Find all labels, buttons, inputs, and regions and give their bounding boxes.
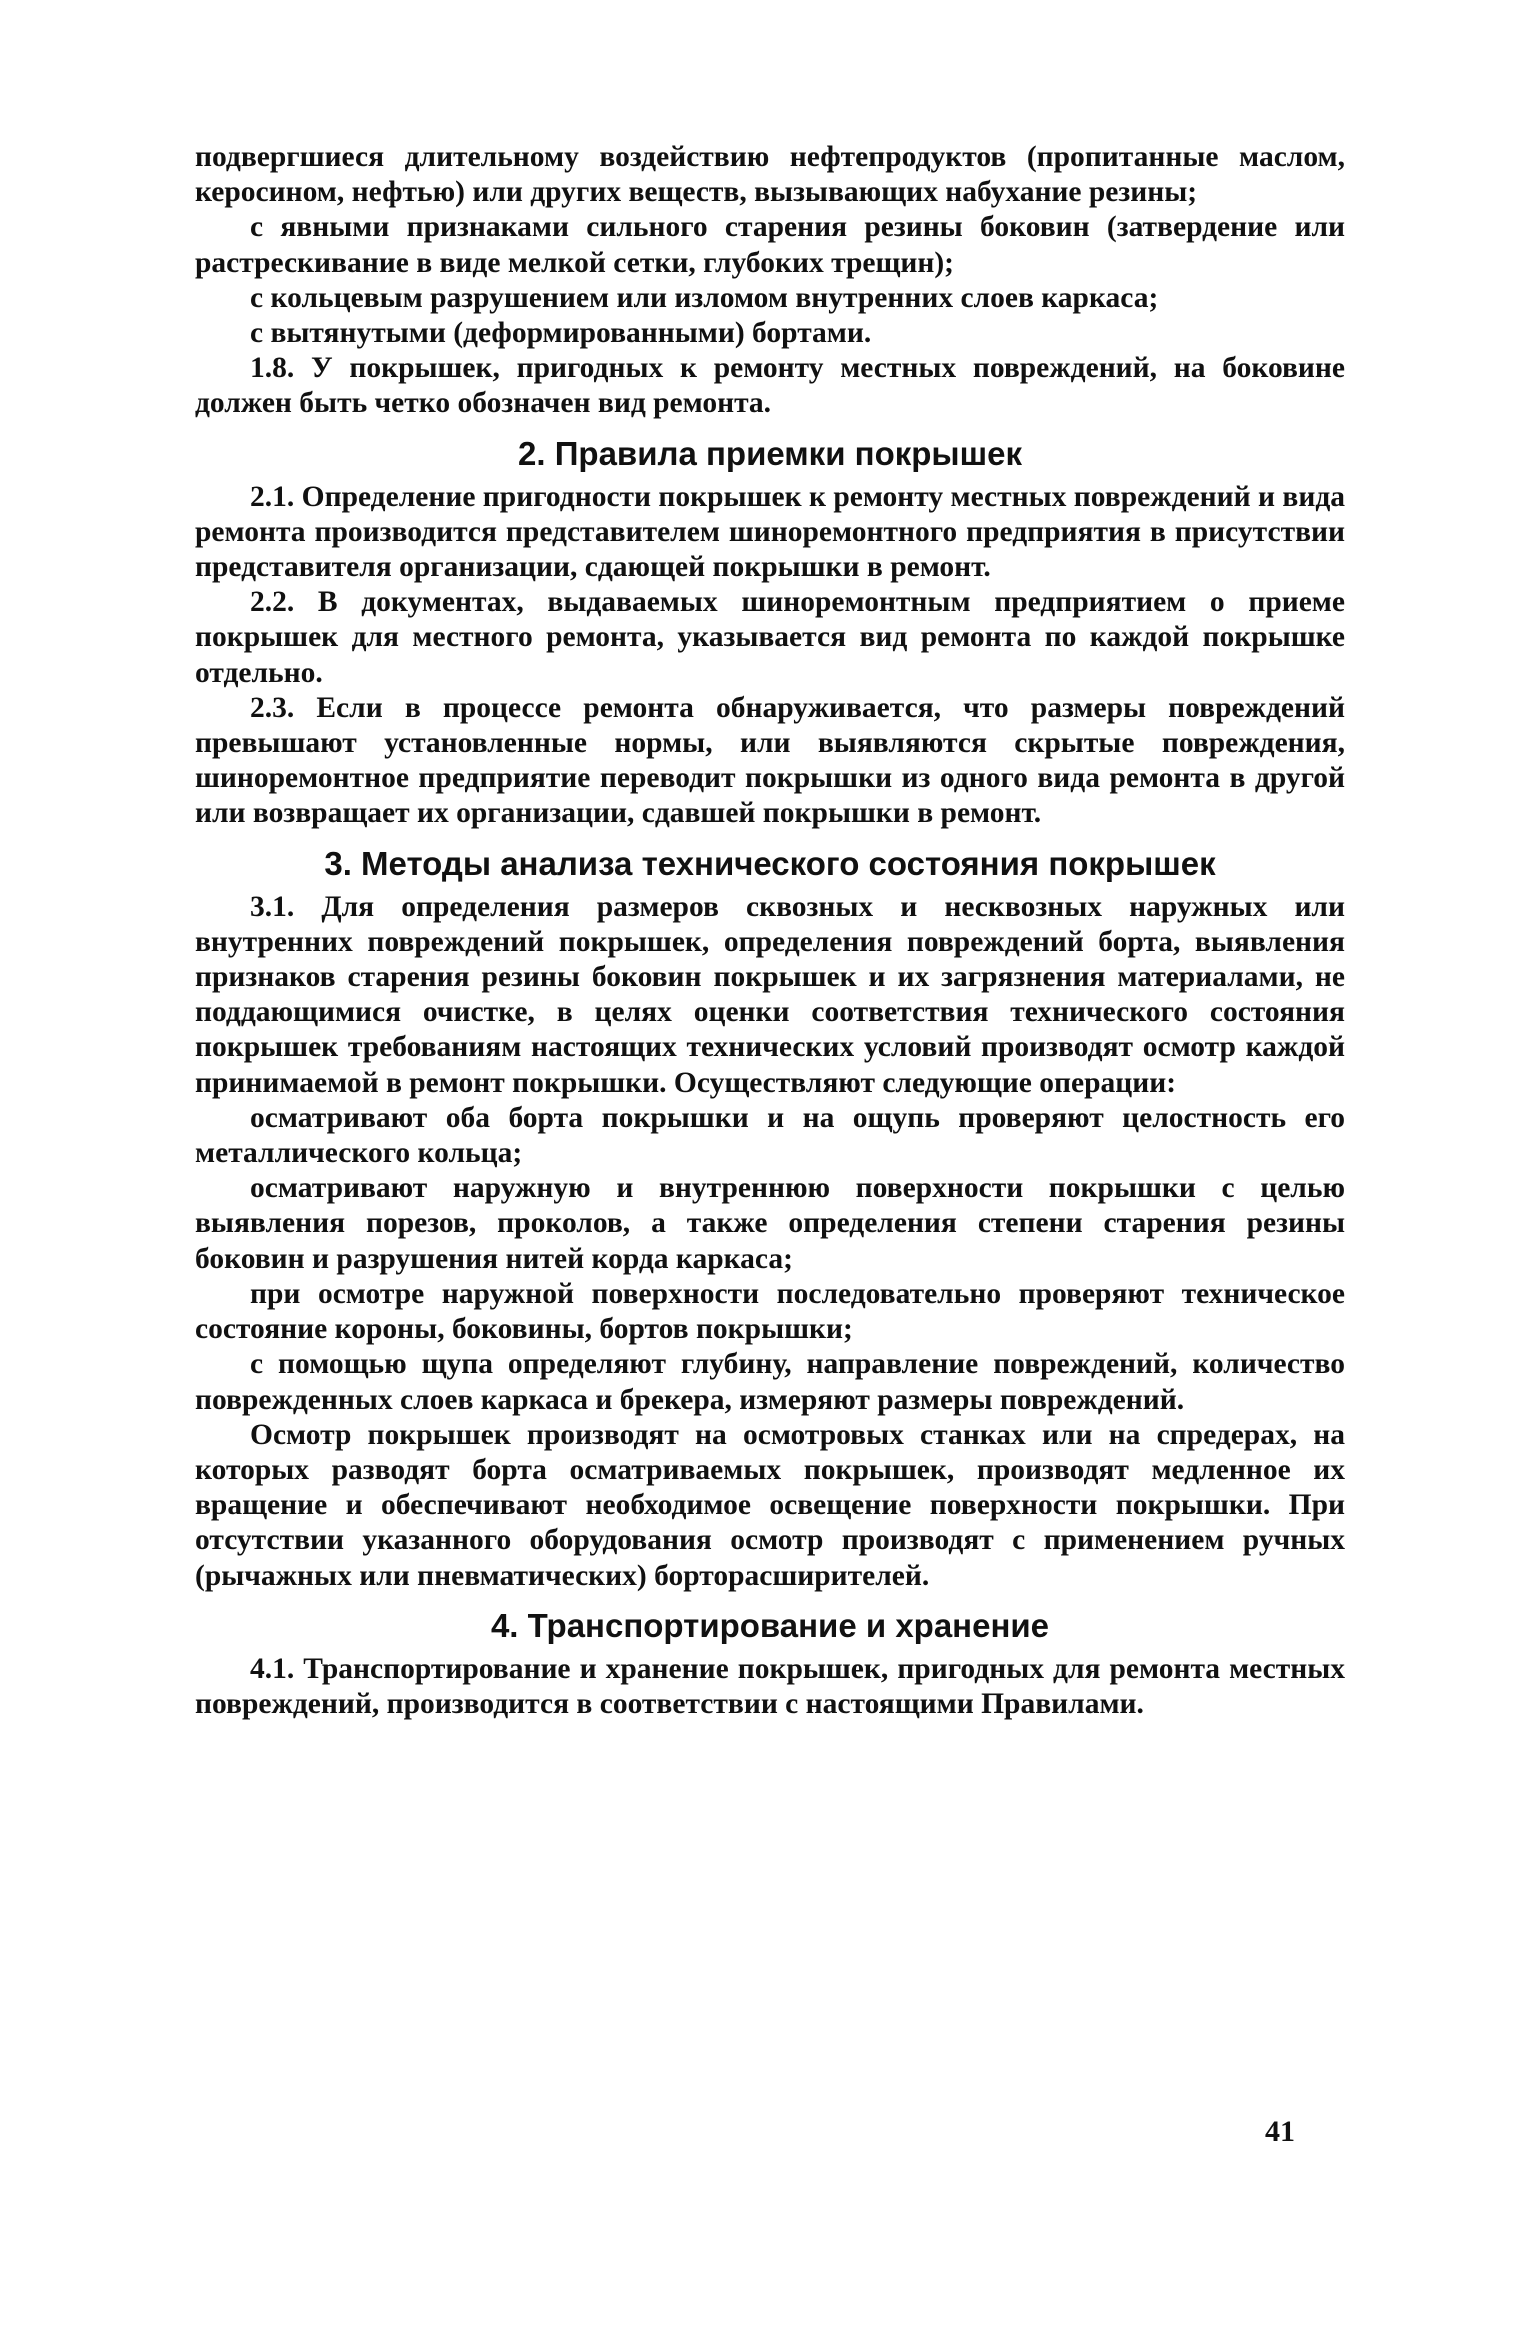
- intro-section: [195, 140, 1345, 422]
- paragraph-2-2: 2.2. В документах, выдаваемых шиноремонтным предприятием о приеме покрышек для местного ремонта, указывается вид ремонта по каждой покрышке отдельно.: [195, 586, 1345, 689]
- section-3-heading: 3. Методы анализа технического состояния покрышек: [324, 844, 1216, 882]
- page-number: 41: [1265, 2115, 1295, 2148]
- paragraph-intro-4: с вытянутыми (деформированными) бортами.: [250, 317, 872, 350]
- paragraph-intro-1: подвергшиеся длительному воздействию нефтепродуктов (пропитанные маслом, керосином, нефтью) или других веществ, вызывающих набухание резины;: [195, 141, 1345, 209]
- paragraph-3-1: 3.1. Для определения размеров сквозных и несквозных наружных или внутренних повреждений покрышек, определения повреждений борта, выявления признаков старения резины боковин покрышек и их загрязнения материалами, не поддающимися очистке, в целях оценки соответствия технического состояния покрышек требованиям настоящих технических условий производят осмотр каждой принимаемой в ремонт покрышки. Осуществляют следующие операции:: [195, 890, 1345, 1099]
- paragraph-4-1: 4.1. Транспортирование и хранение покрышек, пригодных для ремонта местных повреждений, производится в соответствии с настоящими Правилами.: [195, 1652, 1345, 1720]
- paragraph-2-3: 2.3. Если в процессе ремонта обнаруживается, что размеры повреждений превышают установленные нормы, или выявляются скрытые повреждения, шиноремонтное предприятие переводит покрышки из одного вида ремонта в другой или возвращает их организации, сдавшей покрышки в ремонт.: [195, 691, 1345, 830]
- section-2-heading: 2. Правила приемки покрышек: [518, 434, 1022, 472]
- paragraph-intro-3: с кольцевым разрушением или изломом внутренних слоев каркаса;: [250, 281, 1159, 314]
- document-page: [195, 140, 1345, 1722]
- section-3: [195, 844, 1345, 1594]
- paragraph-3-surface-check: осматривают наружную и внутреннюю поверхности покрышки с целью выявления порезов, проколов, а также определения степени старения резины боковин и разрушения нитей корда каркаса;: [195, 1172, 1345, 1275]
- paragraph-2-1: 2.1. Определение пригодности покрышек к ремонту местных повреждений и вида ремонта производится представителем шиноремонтного предприятия в присутствии представителя организации, сдающей покрышки в ремонт.: [195, 480, 1345, 584]
- paragraph-3-outer-check: при осмотре наружной поверхности последовательно проверяют техническое состояние короны, боковины, бортов покрышки;: [195, 1277, 1345, 1346]
- section-4: [195, 1606, 1345, 1722]
- paragraph-1-8: 1.8. У покрышек, пригодных к ремонту местных повреждений, на боковине должен быть четко обозначен вид ремонта.: [195, 352, 1345, 420]
- paragraph-intro-2: с явными признаками сильного старения резины боковин (затвердение или растрескивание в виде мелкой сетки, глубоких трещин);: [195, 211, 1345, 279]
- section-2: [195, 434, 1345, 832]
- paragraph-3-probe-check: с помощью щупа определяют глубину, направление повреждений, количество поврежденных слоев каркаса и брекера, измеряют размеры повреждений.: [195, 1348, 1345, 1416]
- section-4-heading: 4. Транспортирование и хранение: [490, 1606, 1050, 1644]
- paragraph-3-bead-check: осматривают оба борта покрышки и на ощупь проверяют целостность его металлического кольца;: [195, 1101, 1345, 1170]
- paragraph-3-inspection-equipment: Осмотр покрышек производят на осмотровых станках или на спредерах, на которых разводят борта осматриваемых покрышек, производят медленное их вращение и обеспечивают необходимое освещение поверхности покрышки. При отсутствии указанного оборудования осмотр производят с применением ручных (рычажных или пневматических) борторасширителей.: [195, 1418, 1345, 1592]
